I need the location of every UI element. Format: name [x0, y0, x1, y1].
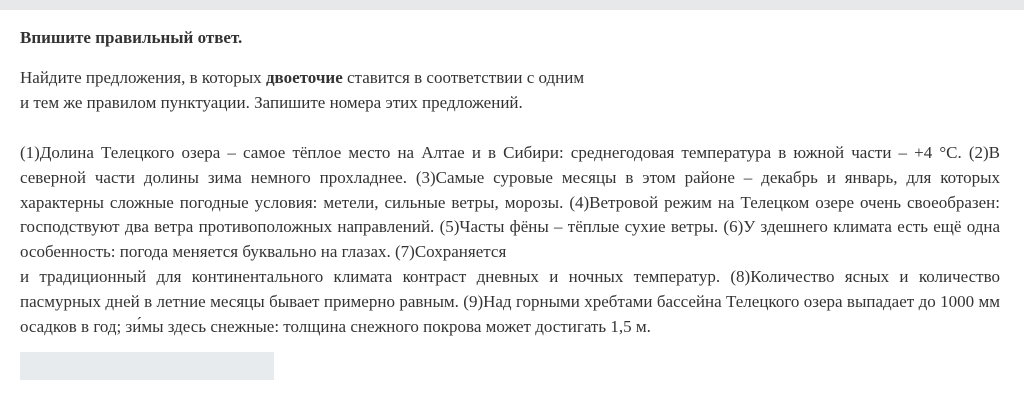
task-description: [20, 65, 1000, 115]
task-line-1: [20, 65, 1000, 90]
task-line-2: и тем же правилом пунктуации. Запишите номера этих предложений.: [20, 93, 523, 112]
top-bar: [0, 0, 1024, 10]
task-bold-term: двоеточие: [265, 68, 343, 87]
task-text-before: Найдите предложения, в которых: [20, 68, 266, 87]
question-content: [20, 27, 1000, 339]
source-text-part-1: (1)Долина Телецкого озера – самое тёплое место на Алтае и в Сибири: среднегодовая температура в южной части – +4 °C. (2)В северной части долины зима немного прохладнее. (3)Самые суровые месяцы в этом районе – декабрь и январь, для которых характерны сложные погодные условия: метели, сильные ветры, морозы. (4)Ветровой режим на Телецком озере очень своеобразен: господствуют два ветра противоположных направлений. (5)Часты фёны – тёплые сухие ветры. (6)У здешнего климата есть ещё одна особенность: погода меняется буквально на глазах. (7)Сохраняется: [20, 143, 1000, 262]
answer-input[interactable]: [20, 352, 274, 380]
task-text-after: ставится в соответствии с одним: [342, 68, 585, 87]
instruction-heading: Впишите правильный ответ.: [20, 28, 243, 47]
source-text: [20, 141, 1000, 339]
source-text-part-2: и традиционный для континентального климата контраст дневных и ночных температур. (8)Количество ясных и количество пасмурных дней в летние месяцы бывает примерно равным. (9)Над горными хребтами бассейна Телецкого озера выпадает до 1000 мм осадков в год; зи́мы здесь снежные: толщина снежного покрова может достигать 1,5 м.: [20, 266, 1000, 336]
